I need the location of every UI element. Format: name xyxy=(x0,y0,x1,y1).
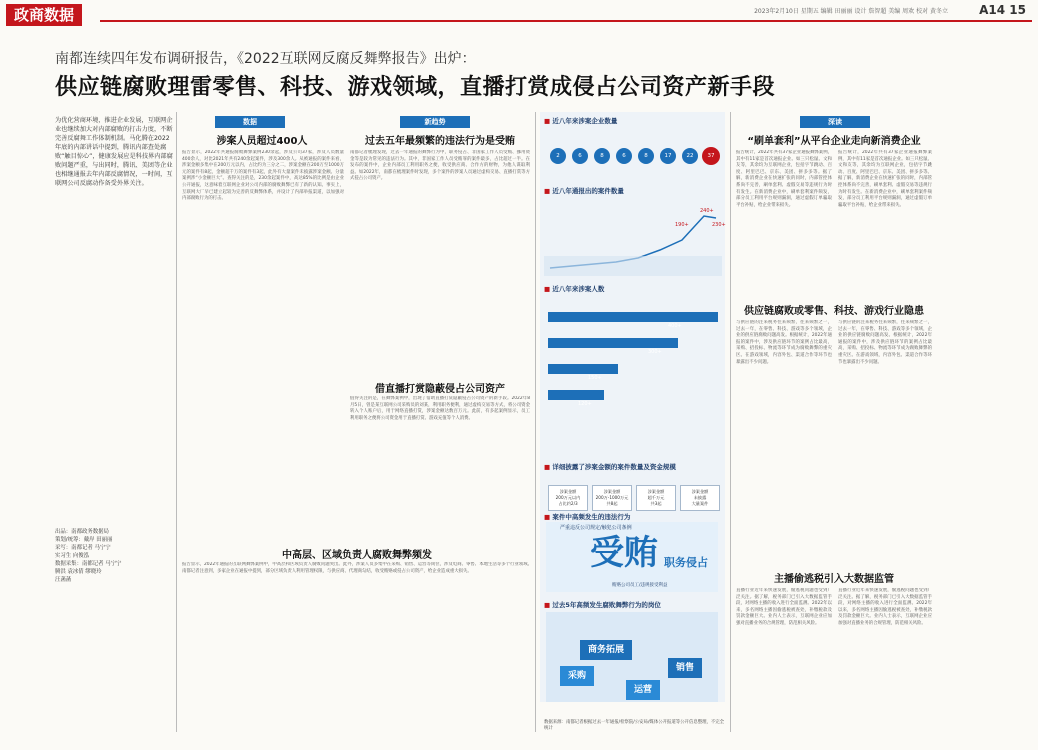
cases-chart-title: ■ 近八年通报出的案件数量 xyxy=(544,186,624,195)
embezzle-title: 借直播打赏隐蔽侵占公司资产 xyxy=(375,384,505,395)
header-rule xyxy=(100,20,1032,22)
bubble-value: 2 xyxy=(550,148,566,164)
poster-headline: 受贿 xyxy=(590,533,658,573)
deep-body-cont: 报告统计，2022年共有37家企业通报舞弊案例，其中有11家是首次通报企业。如三只松鼠、文和友等，其余均为互联网企业，包括字节跳动、百度、阿里巴巴、京东、美团、拼多多等。据了解，新消费企业在快速扩张的同时，内部管控体系尚不完善，刷单套利、虚假交易等违规行为时有发生。在新消费企业中，刷单套利案件频发，部分员工利用平台规则漏洞，通过虚假订单骗取平台补贴，给企业带来损失。 xyxy=(838,150,932,208)
cases-label: 240+ xyxy=(700,208,714,214)
page-number: A14 15 xyxy=(979,3,1026,17)
cases-line-chart xyxy=(544,196,722,276)
hbar xyxy=(548,312,718,329)
regional-body: 报告显示，2022年通报的互联网舞弊案例中，中高层和区域负责人腐败问题突出。此外，涉案人员多集中在采购、销售、运营等岗位，涉及电商、零售、本地生活等多个行业领域。南都记者注意到，多家企业在通报中提到，部分区域负责人利用管理权限，与供应商、代理商勾结，收受贿赂或侵占公司资产，给企业造成重大损失。 xyxy=(182,562,532,574)
deep-body: 报告统计，2022年共有37家企业通报舞弊案例，其中有11家是首次通报企业。如三只松鼠、文和友等，其余均为互联网企业，包括字节跳动、百度、阿里巴巴、京东、美团、拼多多等。据了解，新消费企业在快速扩张的同时，内部管控体系尚不完善，刷单套利、虚假交易等违规行为时有发生。在新消费企业中，刷单套利案件频发，部分员工利用平台规则漏洞，通过虚假订单骗取平台补贴，给企业带来损失。 xyxy=(736,150,832,208)
data-footnote: 数据来源：南都记者根据过去一年通报/检察院/公安局/媒体公开报道等公开信息整理，不完全统计 xyxy=(544,720,725,731)
poster-subheadline: 职务侵占 xyxy=(664,556,708,569)
manager-body: 直播行业近年来快速发展，偷逃税问题也受到广泛关注。据了解，税务部门已引入大数据监管手段，对网络主播的收入进行全面监测。2022年以来，多名网络主播因偷逃税被查处，补缴税款及罚款金额巨大。业内人士表示，互联网企业应加强对直播业务的合规管理，防范相关风险。 xyxy=(736,588,832,626)
hbar-label: 300+ xyxy=(648,349,662,355)
people-count-title: ■ 近八年来涉案人数 xyxy=(544,284,604,293)
data-body: 报告显示，2022年共通报腐败舞弊案例230余起，涉及公司37家，涉及人员数量400余人，对比2021年共有240余起案件，涉及300余人。从被通报的案件来看，涉案金额多集中在200万元以内，占比约为三分之二，涉案金额在200万至1000万元的案件有8起，金额超千万的案件有3起，此外有大量案件未披露涉案金额。分量案例涉“小金额巨大”。查得关注的是，230余起案件中，高达85%的比例是由企业公开通报，这意味着互联网企业对公司内部的腐败舞弊已有了新的认知。事实上，互联网大厂早已建立起较为完善的反舞弊体系，并设计了内部举报渠道，以加强对内部腐败行为的打击。 xyxy=(182,150,344,202)
page-header xyxy=(0,0,1038,26)
regional-title: 中高层、区域负责人腐败舞弊频发 xyxy=(282,550,432,561)
article-credits: 出品：南都政务数据局 策划/统筹：戴岸 田丽丽 采写：南都记者 马宁宁 实习生 向俊泓 数据采集：南都记者 马宁宁 腾洪 袁冰倩 缪晓玲 汪菡菡 xyxy=(55,529,122,583)
amount-box: 涉案金额 200万元以内 占比约2/3 xyxy=(548,485,588,511)
manager-body-cont: 直播行业近年来快速发展，偷逃税问题也受到广泛关注。据了解，税务部门已引入大数据监管手段，对网络主播的收入进行全面监测。2022年以来，多名网络主播因偷逃税被查处，补缴税款及罚款金额巨大。业内人士表示，互联网企业应加强对直播业务的合规管理，防范相关风险。 xyxy=(838,588,932,626)
role-piece: 采购 xyxy=(560,666,594,686)
column-divider xyxy=(176,112,177,732)
hbar-label: 400+ xyxy=(668,323,682,329)
bubble-value: 6 xyxy=(572,148,588,164)
chain-title: 供应链腐败或零售、科技、游戏行业隐患 xyxy=(744,306,924,317)
chain-body-cont: 与供应链的注来税务往来频繁，往来频繁之一，过去一年，在零售、科技、游戏等多个领域，企业的供应链腐败问题高发。根据统计，2022年通报的案件中，涉及供应链环节的案例占比最高，采购、招投标、物流等环节成为腐败舞弊的重灾区。在游戏领域，内容外包、渠道合作等环节也暴露出不少问题。 xyxy=(838,320,932,365)
section-masthead: 政商数据 xyxy=(6,4,82,26)
section-tag-data: 数据 xyxy=(215,116,285,128)
hbar xyxy=(548,338,678,355)
deep-title: “刷单套利”从平台企业走向新消费企业 xyxy=(747,136,921,147)
trend-title: 过去五年最频繁的违法行为是受贿 xyxy=(365,136,515,147)
bubble-value: 22 xyxy=(682,148,698,164)
roles-title: ■ 过去5年高频发生腐败舞弊行为的岗位 xyxy=(544,600,661,609)
article-headline: 供应链腐败理雷零售、科技、游戏领域，直播打赏成侵占公司资产新手段 xyxy=(55,75,776,100)
cases-label: 190+ xyxy=(675,222,689,228)
trend-body: 南都记者梳理发现，过去一年通报的舞弊行为中，职务侵占、非国家工作人员受贿、挪用资金等是较为常见的违法行为。其中，非国家工作人员受贿罪的案件最多，占比超过一半。在发布的案件中，企业内部员工利用职务之便，收受供应商、合作方的财物，为他人谋取利益。如2022年，南都在梳理案件时发现，多个案件的涉案人员通过虚构交易、直播打赏等方式侵占公司资产。 xyxy=(350,150,530,182)
bubble-value: 6 xyxy=(616,148,632,164)
manager-title: 主播偷逃税引入大数据监管 xyxy=(774,574,894,585)
column-divider xyxy=(535,112,536,732)
article-intro: 为优化营商环境，推进企业发展，互联网企业也继续加大对内部腐败的打击力度，不断完善反腐舞工作体制机制。马化腾在2022年底的内部讲话中提到，腾讯内部查处腐败“触目惊心”，健康发展应是科技界内部腐败问题严重，与出同时，腾讯、美团等企业也相继通报去年内部反腐情况，一时间，互联网公司反腐动作备受外界关注。 xyxy=(55,117,173,187)
people-chart-title: ■ 近八年来涉案企业数量 xyxy=(544,116,617,125)
bubble-value: 8 xyxy=(594,148,610,164)
column-divider xyxy=(730,112,731,732)
hbar-label: 120+ xyxy=(578,401,592,407)
hbar xyxy=(548,364,618,381)
amount-box: 涉案金额 200万-1000万元 共8起 xyxy=(592,485,632,511)
embezzle-body: 值得关注的是，在舞弊案例中，出现了借助直播打赏隐蔽侵占公司资产的新手段。2022年8月5日，曾是某互联网公司采购员的刘某，利用职务便利，通过虚构交易等方式，将公司资金转入个人账户后，用于网络直播打赏，涉案金额达数百万元。此前，有多起案例显示，员工利用职务之便将公司资金用于直播打赏、游戏充值等个人消费。 xyxy=(350,396,530,421)
chain-body: 与供应链的注来税务往来频繁，往来频繁之一，过去一年，在零售、科技、游戏等多个领域，企业的供应链腐败问题高发。根据统计，2022年通报的案件中，涉及供应链环节的案例占比最高，采购、招投标、物流等环节成为腐败舞弊的重灾区。在游戏领域，内容外包、渠道合作等环节也暴露出不少问题。 xyxy=(736,320,832,365)
amount-box: 涉案金额 未披露 大量案件 xyxy=(680,485,720,511)
dateline: 2023年2月10日 星期五 编辑 田丽丽 设计 詹智超 美编 周欢 校对 黄冬立 xyxy=(754,8,948,15)
role-piece: 商务拓展 xyxy=(580,640,632,660)
role-piece: 销售 xyxy=(668,658,702,678)
poster-footer: 贿赂公司员工/违规接受利益 xyxy=(612,583,668,588)
amount-box: 涉案金额 超千万元 共3起 xyxy=(636,485,676,511)
poster-caption: 严重违反公司规定/触犯公司条例 xyxy=(560,525,632,531)
hbar-label: 150+ xyxy=(588,375,602,381)
data-title: 涉案人员超过400人 xyxy=(216,136,308,147)
role-piece: 运营 xyxy=(626,680,660,700)
cases-label: 230+ xyxy=(712,222,726,228)
violations-title: ■ 案件中高频发生的违法行为 xyxy=(544,512,630,521)
cases-area xyxy=(544,256,722,276)
article-kicker: 南都连续四年发布调研报告，《2022互联网反腐反舞弊报告》出炉： xyxy=(55,51,476,67)
bubble-value: 17 xyxy=(660,148,676,164)
hbar xyxy=(548,390,604,407)
section-tag-trend: 新趋势 xyxy=(400,116,470,128)
section-tag-deep: 深读 xyxy=(800,116,870,128)
bubble-value: 8 xyxy=(638,148,654,164)
detail-title: ■ 详细披露了涉案金额的案件数量及资金规模 xyxy=(544,462,676,471)
bubble-value: 37 xyxy=(702,147,720,165)
